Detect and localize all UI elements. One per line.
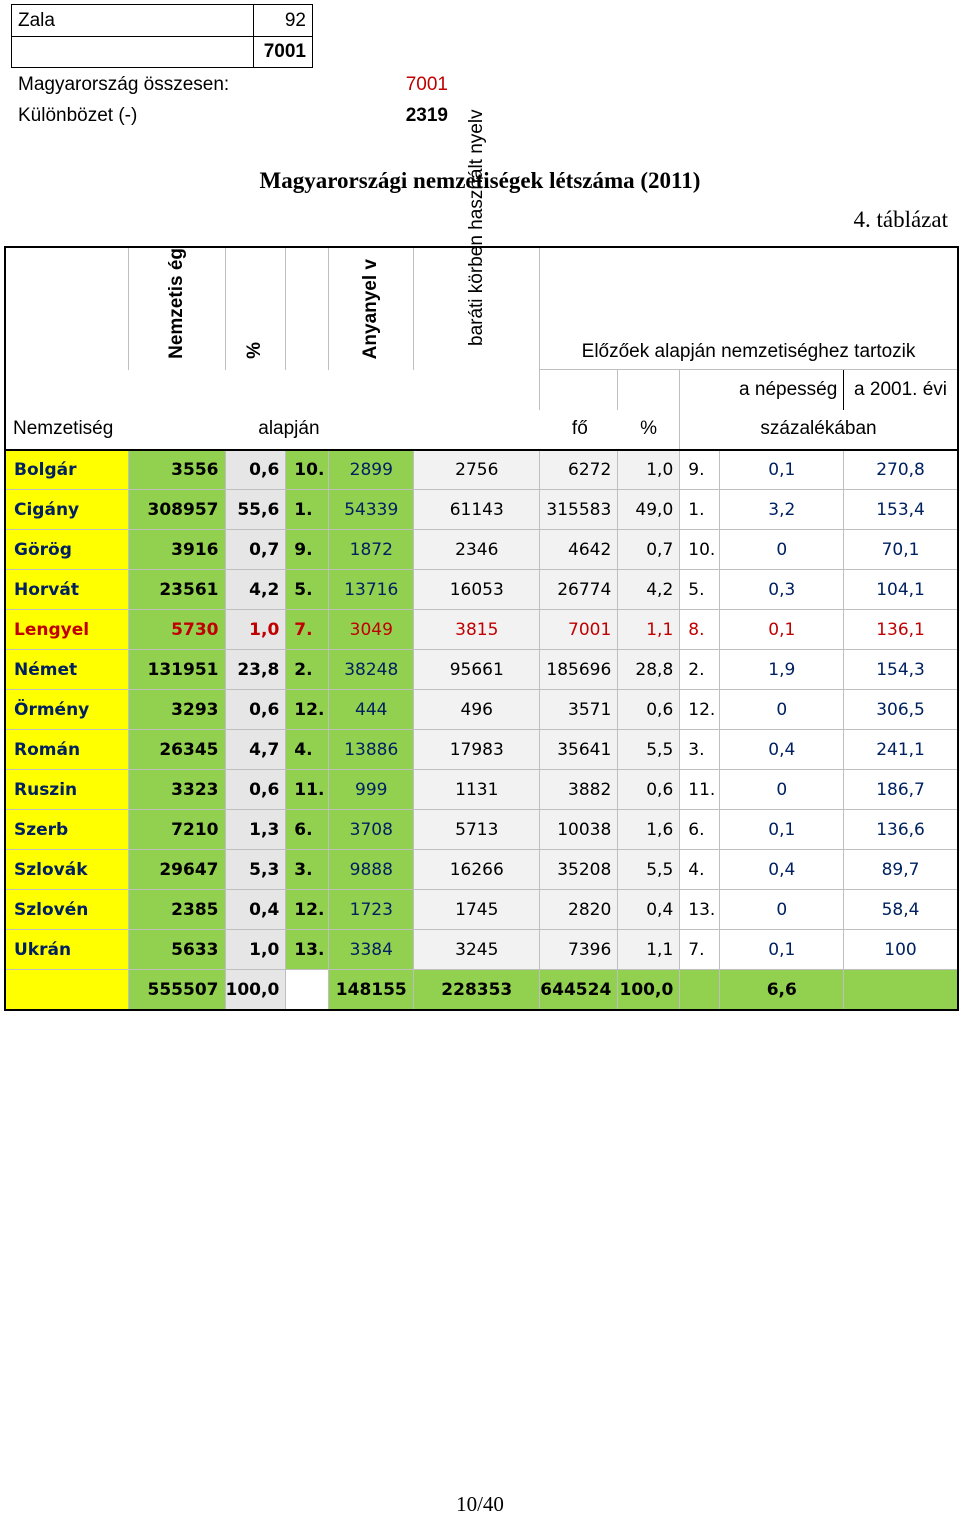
zala-label: Zala <box>18 10 55 31</box>
nationality-name: Román <box>5 730 128 770</box>
nationality-total-value: 2820 <box>540 890 618 930</box>
total-nationality-percent: 100,0 <box>618 970 680 1010</box>
nationality-rank: 8. <box>680 610 720 650</box>
population-share: 0,1 <box>720 450 844 490</box>
table-row <box>5 490 958 530</box>
mother-tongue-value: 3384 <box>329 930 414 970</box>
nationality-total-percent: 1,1 <box>618 610 680 650</box>
mother-tongue-value: 3049 <box>329 610 414 650</box>
header-row-percent-cell <box>618 410 680 450</box>
table-number: 4. táblázat <box>853 207 948 232</box>
nationality-name: Horvát <box>5 570 128 610</box>
header-percent-cell <box>225 247 286 370</box>
nationality-rank: 11. <box>680 770 720 810</box>
table-row <box>5 930 958 970</box>
total-2001-empty <box>844 970 958 1010</box>
totals-row <box>5 970 958 1010</box>
header-anyanyelv: Anyanyel v <box>360 258 382 359</box>
population-value: 29647 <box>128 850 225 890</box>
nationality-rank: 5. <box>680 570 720 610</box>
friends-language-value: 2346 <box>414 530 540 570</box>
total-rank2-empty <box>680 970 720 1010</box>
mother-tongue-value: 1872 <box>329 530 414 570</box>
population-share: 0,1 <box>720 810 844 850</box>
population-percent: 55,6 <box>225 490 286 530</box>
header-elozoek-cell <box>540 247 958 370</box>
total-rank-empty <box>286 970 329 1010</box>
population-percent: 0,6 <box>225 450 286 490</box>
table-row <box>5 530 958 570</box>
nationality-name: Szlovén <box>5 890 128 930</box>
nationality-name: Cigány <box>5 490 128 530</box>
population-percent: 4,7 <box>225 730 286 770</box>
table-row <box>5 650 958 690</box>
header-blank <box>618 370 680 410</box>
nationality-rank: 12. <box>680 690 720 730</box>
population-percent: 1,0 <box>225 930 286 970</box>
vs-2001-percent: 100 <box>844 930 958 970</box>
total-nationality: 644524 <box>540 970 618 1010</box>
nationality-name: Szlovák <box>5 850 128 890</box>
population-percent: 0,4 <box>225 890 286 930</box>
population-rank: 13. <box>286 930 329 970</box>
nationality-total-percent: 0,6 <box>618 770 680 810</box>
vs-2001-percent: 154,3 <box>844 650 958 690</box>
mother-tongue-value: 2899 <box>329 450 414 490</box>
header-a-nepesseg-cell <box>680 370 844 410</box>
subtotal-value-cell <box>253 36 313 68</box>
population-value: 3323 <box>128 770 225 810</box>
population-rank: 3. <box>286 850 329 890</box>
population-rank: 7. <box>286 610 329 650</box>
friends-language-value: 95661 <box>414 650 540 690</box>
header-2001-evi: a 2001. évi <box>854 379 948 401</box>
vs-2001-percent: 270,8 <box>844 450 958 490</box>
population-rank: 10. <box>286 450 329 490</box>
population-percent: 5,3 <box>225 850 286 890</box>
population-percent: 1,3 <box>225 810 286 850</box>
table-row <box>5 850 958 890</box>
nationality-total-value: 4642 <box>540 530 618 570</box>
population-share: 0,3 <box>720 570 844 610</box>
population-percent: 0,6 <box>225 690 286 730</box>
friends-language-value: 496 <box>414 690 540 730</box>
vs-2001-percent: 70,1 <box>844 530 958 570</box>
nationality-total-value: 7396 <box>540 930 618 970</box>
vs-2001-percent: 186,7 <box>844 770 958 810</box>
header-row-percent: % <box>640 418 657 440</box>
mother-tongue-value: 444 <box>329 690 414 730</box>
nationality-name: Örmény <box>5 690 128 730</box>
table-row <box>5 450 958 490</box>
population-share: 0 <box>720 690 844 730</box>
table-row <box>5 730 958 770</box>
population-rank: 12. <box>286 690 329 730</box>
nationality-name: Szerb <box>5 810 128 850</box>
total-population-share: 6,6 <box>720 970 844 1010</box>
header-barati: baráti körben használt nyelv <box>465 109 487 346</box>
nationality-rank: 1. <box>680 490 720 530</box>
nationality-total-value: 6272 <box>540 450 618 490</box>
population-share: 1,9 <box>720 650 844 690</box>
nationality-total-percent: 4,2 <box>618 570 680 610</box>
nationality-total-percent: 28,8 <box>618 650 680 690</box>
nationality-total-percent: 1,1 <box>618 930 680 970</box>
vs-2001-percent: 306,5 <box>844 690 958 730</box>
population-share: 0 <box>720 530 844 570</box>
population-share: 0,4 <box>720 730 844 770</box>
table-row <box>5 810 958 850</box>
population-share: 0,1 <box>720 930 844 970</box>
vs-2001-percent: 153,4 <box>844 490 958 530</box>
difference-value: 2319 <box>405 105 448 126</box>
header-alapjan-cell <box>128 410 540 450</box>
population-percent: 23,8 <box>225 650 286 690</box>
hungary-total-value: 7001 <box>405 74 448 95</box>
friends-language-value: 16266 <box>414 850 540 890</box>
subtotal-label-cell <box>11 36 254 68</box>
header-fo-cell <box>540 410 618 450</box>
friends-language-value: 2756 <box>414 450 540 490</box>
population-value: 5633 <box>128 930 225 970</box>
nationality-total-value: 7001 <box>540 610 618 650</box>
population-rank: 11. <box>286 770 329 810</box>
population-rank: 2. <box>286 650 329 690</box>
total-mother-tongue: 148155 <box>329 970 414 1010</box>
total-population: 555507 <box>128 970 225 1010</box>
population-percent: 0,7 <box>225 530 286 570</box>
friends-language-value: 1745 <box>414 890 540 930</box>
nationality-total-percent: 0,7 <box>618 530 680 570</box>
page-title: Magyarországi nemzetiségek létszáma (2011) <box>259 168 701 193</box>
header-2001-cell <box>844 370 958 410</box>
nationality-rank: 9. <box>680 450 720 490</box>
nationality-total-percent: 1,0 <box>618 450 680 490</box>
header-nemzetiseg-cell <box>128 247 225 370</box>
header-a-nepesseg: a népesség <box>739 379 838 401</box>
mother-tongue-value: 999 <box>329 770 414 810</box>
population-share: 0,1 <box>720 610 844 650</box>
header-blank <box>540 370 618 410</box>
header-percent: % <box>244 341 266 359</box>
mother-tongue-value: 38248 <box>329 650 414 690</box>
hungary-total-label: Magyarország összesen: <box>18 74 230 95</box>
nationality-name: Bolgár <box>5 450 128 490</box>
nationality-total-value: 185696 <box>540 650 618 690</box>
vs-2001-percent: 58,4 <box>844 890 958 930</box>
difference-label: Különbözet (-) <box>18 105 138 126</box>
population-rank: 4. <box>286 730 329 770</box>
vs-2001-percent: 136,6 <box>844 810 958 850</box>
totals-label-empty <box>5 970 128 1010</box>
nationality-total-value: 315583 <box>540 490 618 530</box>
friends-language-value: 1131 <box>414 770 540 810</box>
page-number: 10/40 <box>456 1492 504 1516</box>
vs-2001-percent: 241,1 <box>844 730 958 770</box>
nationality-total-value: 26774 <box>540 570 618 610</box>
nationality-total-value: 3882 <box>540 770 618 810</box>
nationality-rank: 4. <box>680 850 720 890</box>
nationality-total-percent: 5,5 <box>618 850 680 890</box>
population-value: 131951 <box>128 650 225 690</box>
header-alapjan: alapján <box>258 418 320 440</box>
friends-language-value: 3815 <box>414 610 540 650</box>
mother-tongue-value: 1723 <box>329 890 414 930</box>
population-share: 0,4 <box>720 850 844 890</box>
nationality-rank: 2. <box>680 650 720 690</box>
nationality-total-value: 35641 <box>540 730 618 770</box>
population-value: 2385 <box>128 890 225 930</box>
header-elozoek: Előzőek alapján nemzetiséghez tartozik <box>581 341 916 363</box>
header-blank <box>128 370 540 410</box>
population-value: 5730 <box>128 610 225 650</box>
zala-label-cell <box>11 4 254 37</box>
population-rank: 6. <box>286 810 329 850</box>
mother-tongue-value: 54339 <box>329 490 414 530</box>
vs-2001-percent: 104,1 <box>844 570 958 610</box>
population-rank: 1. <box>286 490 329 530</box>
nationality-rank: 7. <box>680 930 720 970</box>
header-nemzetiseg-row-cell <box>5 410 128 450</box>
population-rank: 12. <box>286 890 329 930</box>
header-blank <box>5 370 128 410</box>
nationality-total-value: 10038 <box>540 810 618 850</box>
nationality-total-percent: 5,5 <box>618 730 680 770</box>
population-value: 7210 <box>128 810 225 850</box>
nationality-total-value: 35208 <box>540 850 618 890</box>
table-row <box>5 570 958 610</box>
header-szazalekaban: százalékában <box>760 418 877 440</box>
nationality-total-percent: 0,6 <box>618 690 680 730</box>
population-percent: 1,0 <box>225 610 286 650</box>
population-share: 0 <box>720 890 844 930</box>
nationality-name: Görög <box>5 530 128 570</box>
population-value: 3916 <box>128 530 225 570</box>
friends-language-value: 16053 <box>414 570 540 610</box>
population-rank: 9. <box>286 530 329 570</box>
population-value: 23561 <box>128 570 225 610</box>
zala-value: 92 <box>284 10 306 31</box>
subtotal-value: 7001 <box>263 41 306 62</box>
nationality-rank: 6. <box>680 810 720 850</box>
population-percent: 4,2 <box>225 570 286 610</box>
nationality-name: Német <box>5 650 128 690</box>
nationality-name: Lengyel <box>5 610 128 650</box>
table-row <box>5 690 958 730</box>
friends-language-value: 3245 <box>414 930 540 970</box>
population-rank: 5. <box>286 570 329 610</box>
friends-language-value: 17983 <box>414 730 540 770</box>
total-percent: 100,0 <box>225 970 286 1010</box>
population-value: 3293 <box>128 690 225 730</box>
nationality-rank: 13. <box>680 890 720 930</box>
vs-2001-percent: 136,1 <box>844 610 958 650</box>
table-row <box>5 890 958 930</box>
mother-tongue-value: 3708 <box>329 810 414 850</box>
zala-value-cell <box>253 4 313 37</box>
friends-language-value: 61143 <box>414 490 540 530</box>
nationality-rank: 3. <box>680 730 720 770</box>
table-row <box>5 610 958 650</box>
mother-tongue-value: 9888 <box>329 850 414 890</box>
friends-language-value: 5713 <box>414 810 540 850</box>
header-szazalekaban-cell <box>680 410 958 450</box>
nationality-total-percent: 49,0 <box>618 490 680 530</box>
header-nemzetiseg: Nemzetis ég <box>165 248 187 359</box>
population-percent: 0,6 <box>225 770 286 810</box>
nationality-total-percent: 1,6 <box>618 810 680 850</box>
header-rank-cell <box>286 247 329 370</box>
header-nemzetiseg-row: Nemzetiség <box>13 418 114 440</box>
mother-tongue-value: 13886 <box>329 730 414 770</box>
table-row <box>5 770 958 810</box>
nationality-name: Ukrán <box>5 930 128 970</box>
header-fo: fő <box>571 418 588 440</box>
population-value: 308957 <box>128 490 225 530</box>
population-value: 3556 <box>128 450 225 490</box>
header-blank-cell <box>5 247 128 370</box>
mother-tongue-value: 13716 <box>329 570 414 610</box>
population-value: 26345 <box>128 730 225 770</box>
population-share: 0 <box>720 770 844 810</box>
nationality-name: Ruszin <box>5 770 128 810</box>
nationality-total-percent: 0,4 <box>618 890 680 930</box>
population-share: 3,2 <box>720 490 844 530</box>
vs-2001-percent: 89,7 <box>844 850 958 890</box>
header-anyanyelv-cell <box>329 247 414 370</box>
nationality-total-value: 3571 <box>540 690 618 730</box>
total-friends-language: 228353 <box>414 970 540 1010</box>
nationality-rank: 10. <box>680 530 720 570</box>
